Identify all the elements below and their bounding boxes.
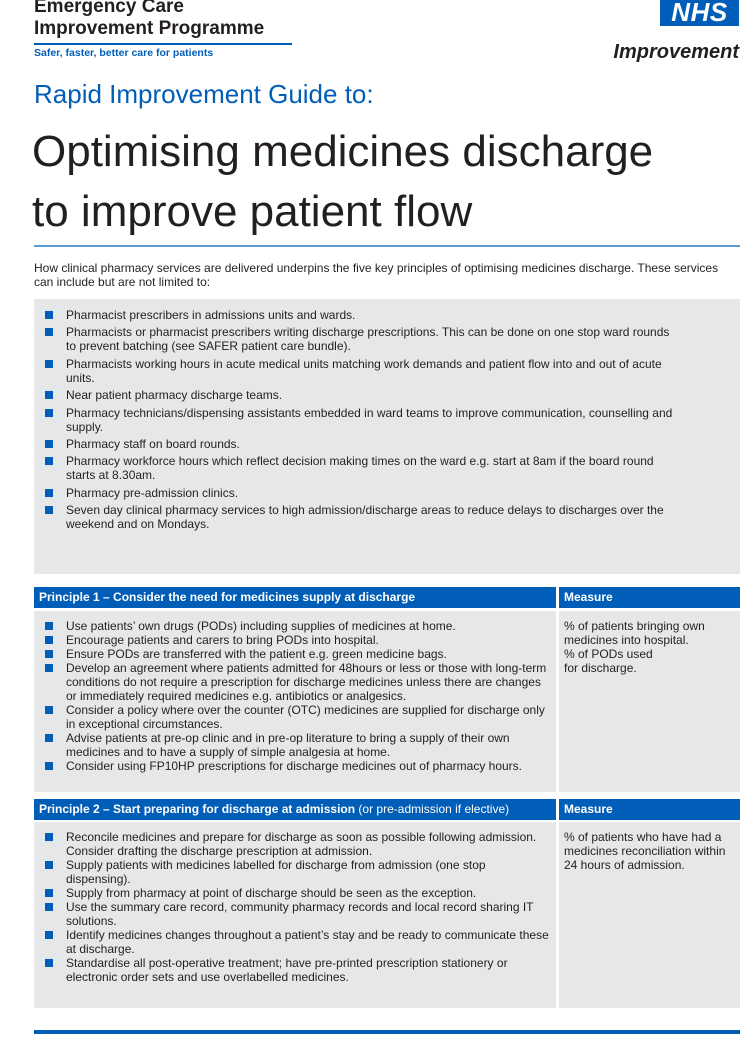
list-item: Develop an agreement where patients admitted for 48hours or less or those with long-term conditions do not require a prescription for discharge medicines unless there are changes or immediately required medicines e.g. antibiotics or analgesics. (34, 661, 556, 703)
page-header (34, 0, 752, 66)
square-bullet-icon (45, 903, 53, 911)
nhs-improvement-wordmark: Improvement (613, 41, 739, 63)
list-item: Pharmacist prescribers in admissions units and wards. (34, 308, 740, 322)
square-bullet-icon (45, 889, 53, 897)
list-item: Advise patients at pre-op clinic and in pre-op literature to bring a supply of their own medicines and to have a supply of simple analgesia at home. (34, 731, 556, 759)
measure-line: % of PODs used (564, 647, 653, 661)
square-bullet-icon (45, 457, 53, 465)
square-bullet-icon (45, 734, 53, 742)
org-name-line2: Improvement Programme (34, 18, 265, 39)
principle-1-table (34, 587, 740, 773)
list-item: Reconcile medicines and prepare for discharge as soon as possible following admission. Consider drafting the discharge prescription at admission. (34, 830, 556, 858)
principle-2-measure-heading: Measure (559, 799, 740, 820)
list-item: Pharmacy workforce hours which reflect decision making times on the ward e.g. start at 8am if the board round starts at 8.30am. (34, 454, 740, 482)
list-item: Supply from pharmacy at point of discharge should be seen as the exception. (34, 886, 556, 900)
principle-1-measure (559, 611, 740, 792)
square-bullet-icon (45, 440, 53, 448)
list-item: Standardise all post-operative treatment; have pre-printed prescription stationery or electronic order sets and use overlabelled medicines. (34, 956, 556, 984)
list-item: Encourage patients and carers to bring PODs into hospital. (34, 633, 556, 647)
list-item: Consider a policy where over the counter (OTC) medicines are supplied for discharge only in exceptional circumstances. (34, 703, 556, 731)
square-bullet-icon (45, 931, 53, 939)
list-item: Ensure PODs are transferred with the patient e.g. green medicine bags. (34, 647, 556, 661)
principle-2-table (34, 799, 740, 984)
principle-2-actions (34, 822, 556, 1008)
services-panel (34, 299, 740, 574)
square-bullet-icon (45, 636, 53, 644)
footer-divider (34, 1030, 740, 1034)
square-bullet-icon (45, 706, 53, 714)
list-item: Use patients’ own drugs (PODs) including supplies of medicines at home. (34, 619, 556, 633)
measure-line: 24 hours of admission. (564, 858, 685, 872)
measure-line: % of patients who have had a (564, 830, 722, 844)
square-bullet-icon (45, 762, 53, 770)
services-list (34, 299, 740, 531)
measure-line: medicines into hospital. (564, 633, 689, 647)
list-item: Pharmacists working hours in acute medical units matching work demands and patient flow into and out of acute units. (34, 357, 740, 385)
measure-line: % of patients bringing own (564, 619, 705, 633)
list-item: Supply patients with medicines labelled for discharge from admission (one stop dispensing). (34, 858, 556, 886)
page-title (32, 122, 732, 242)
org-underline (34, 43, 292, 45)
square-bullet-icon (45, 391, 53, 399)
square-bullet-icon (45, 506, 53, 514)
principle-1-actions (34, 611, 556, 792)
list-item: Near patient pharmacy discharge teams. (34, 388, 740, 402)
guide-label: Rapid Improvement Guide to: (34, 79, 374, 109)
square-bullet-icon (45, 959, 53, 967)
title-line-2: to improve patient flow (32, 187, 473, 236)
org-name-line1: Emergency Care (34, 0, 184, 17)
measure-line: medicines reconciliation within (564, 844, 726, 858)
square-bullet-icon (45, 360, 53, 368)
principle-1-measure-heading: Measure (559, 587, 740, 608)
square-bullet-icon (45, 328, 53, 336)
principle-2-list (34, 822, 556, 984)
list-item: Seven day clinical pharmacy services to high admission/discharge areas to reduce delays to discharges over the weekend and on Mondays. (34, 503, 740, 531)
list-item: Consider using FP10HP prescriptions for discharge medicines out of pharmacy hours. (34, 759, 556, 773)
square-bullet-icon (45, 409, 53, 417)
list-item: Identify medicines changes throughout a patient’s stay and be ready to communicate these at discharge. (34, 928, 556, 956)
principle-1-list (34, 611, 556, 773)
principle-2-header-row (34, 799, 740, 820)
list-item: Pharmacists or pharmacist prescribers writing discharge prescriptions. This can be done on one stop ward rounds to prevent batching (see SAFER patient care bundle). (34, 325, 740, 353)
list-item: Pharmacy staff on board rounds. (34, 437, 740, 451)
measure-line: for discharge. (564, 661, 637, 675)
principle-2-heading-note: (or pre-admission if elective) (355, 802, 510, 816)
square-bullet-icon (45, 622, 53, 630)
title-line-1: Optimising medicines discharge (32, 127, 654, 176)
square-bullet-icon (45, 650, 53, 658)
nhs-logo: NHS (660, 0, 739, 26)
intro-paragraph: How clinical pharmacy services are delivered underpins the five key principles of optimising medicines discharge. These services can include but are not limited to: (34, 261, 719, 289)
principle-2-heading: Principle 2 – Start preparing for discharge at admission (or pre-admission if elective) (34, 799, 556, 820)
tagline: Safer, faster, better care for patients (34, 47, 214, 59)
principle-1-heading: Principle 1 – Consider the need for medicines supply at discharge (34, 587, 556, 608)
list-item: Pharmacy technicians/dispensing assistants embedded in ward teams to improve communication, counselling and supply. (34, 406, 740, 434)
list-item: Pharmacy pre-admission clinics. (34, 486, 740, 500)
principle-2-measure (559, 822, 740, 1008)
list-item: Use the summary care record, community pharmacy records and local record sharing IT solutions. (34, 900, 556, 928)
square-bullet-icon (45, 833, 53, 841)
principle-1-header-row (34, 587, 740, 608)
square-bullet-icon (45, 664, 53, 672)
square-bullet-icon (45, 311, 53, 319)
square-bullet-icon (45, 861, 53, 869)
square-bullet-icon (45, 489, 53, 497)
title-divider (34, 245, 740, 247)
